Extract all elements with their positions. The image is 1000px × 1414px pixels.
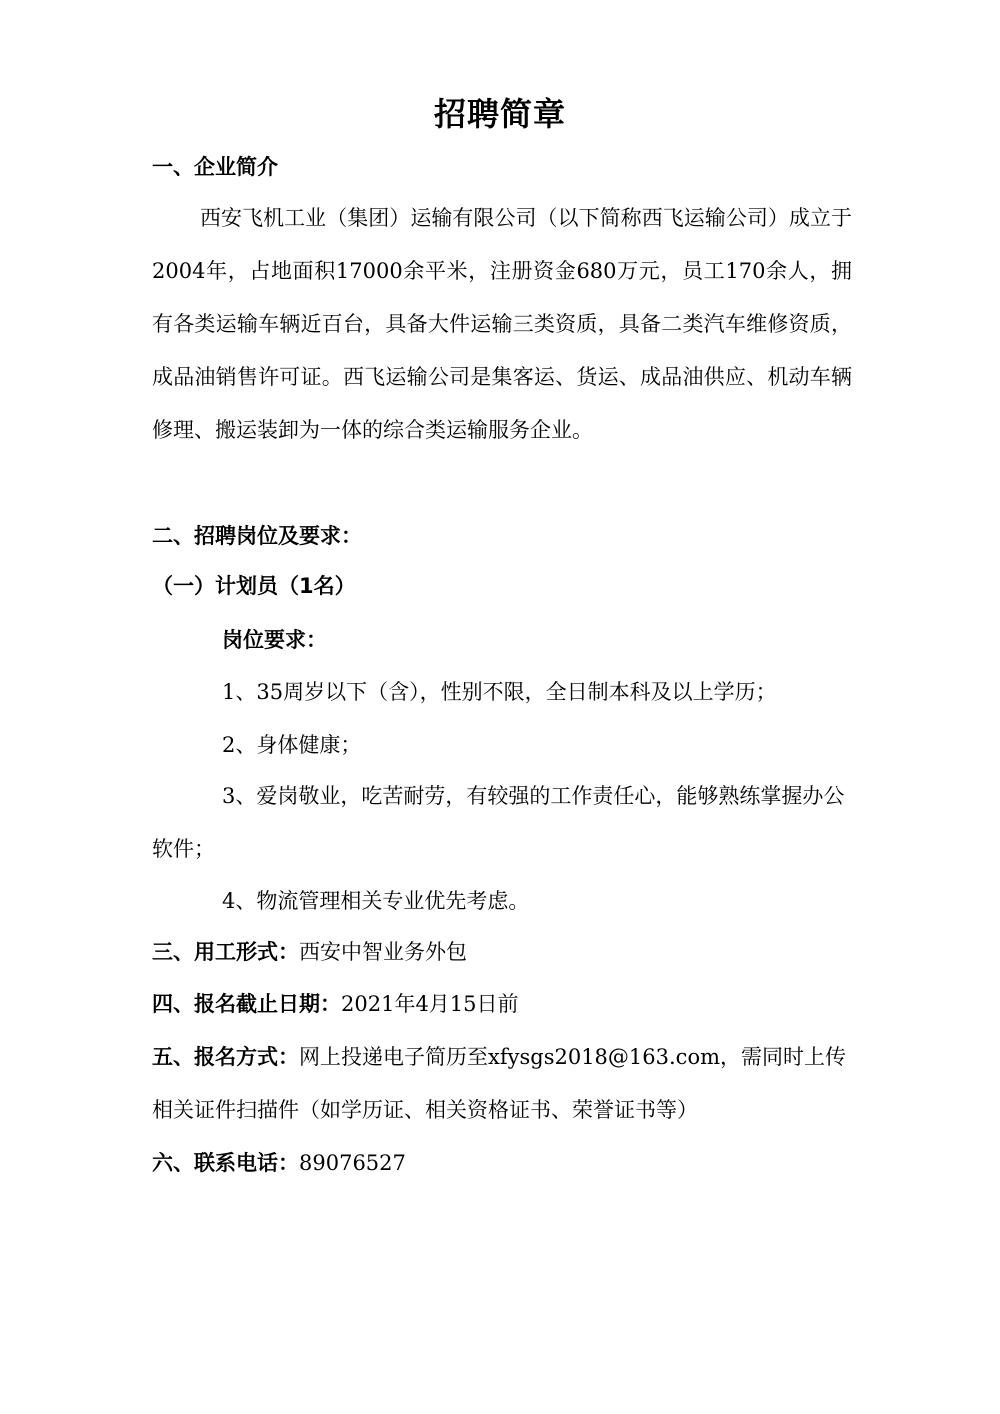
section-heading-company-intro: 一、企业简介 bbox=[152, 155, 278, 179]
application-method-value: 网上投递电子简历至xfysgs2018@163.com，需同时上传相关证件扫描件（如学历证、相关资格证书、荣誉证书等） bbox=[152, 1045, 846, 1122]
contact-phone-value: 89076527 bbox=[299, 1151, 406, 1175]
requirements-heading: 岗位要求： bbox=[222, 628, 327, 652]
application-method-label: 五、报名方式： bbox=[152, 1045, 299, 1069]
company-intro-paragraph: 西安飞机工业（集团）运输有限公司（以下简称西飞运输公司）成立于2004年，占地面积17000余平米，注册资金680万元，员工170余人，拥有各类运输车辆近百台，具备大件运输三类资质，具备二类汽车维修资质，成品油销售许可证。西飞运输公司是集客运、货运、成品油供应、机动车辆修理、搬运装卸为一体的综合类运输服务企业。 bbox=[152, 206, 852, 442]
requirement-item: 1、35周岁以下（含），性别不限，全日制本科及以上学历； bbox=[222, 680, 777, 704]
application-method-row bbox=[152, 1031, 852, 1137]
requirement-item: 3、爱岗敬业，吃苦耐劳，有较强的工作责任心，能够熟练掌握办公软件； bbox=[152, 784, 845, 861]
section-heading-positions: 二、招聘岗位及要求： bbox=[152, 524, 362, 548]
deadline-label: 四、报名截止日期： bbox=[152, 992, 341, 1016]
contact-phone-label: 六、联系电话： bbox=[152, 1151, 299, 1175]
position-title: （一）计划员（1名） bbox=[152, 574, 356, 598]
employment-type-row bbox=[152, 937, 852, 967]
requirement-item: 2、身体健康； bbox=[222, 733, 362, 757]
employment-type-value: 西安中智业务外包 bbox=[299, 940, 467, 964]
contact-phone-row bbox=[152, 1148, 852, 1178]
page-title: 招聘简章 bbox=[433, 95, 566, 133]
requirement-item: 4、物流管理相关专业优先考虑。 bbox=[222, 889, 530, 913]
deadline-value: 2021年4月15日前 bbox=[341, 992, 519, 1016]
deadline-row bbox=[152, 989, 852, 1019]
employment-type-label: 三、用工形式： bbox=[152, 940, 299, 964]
